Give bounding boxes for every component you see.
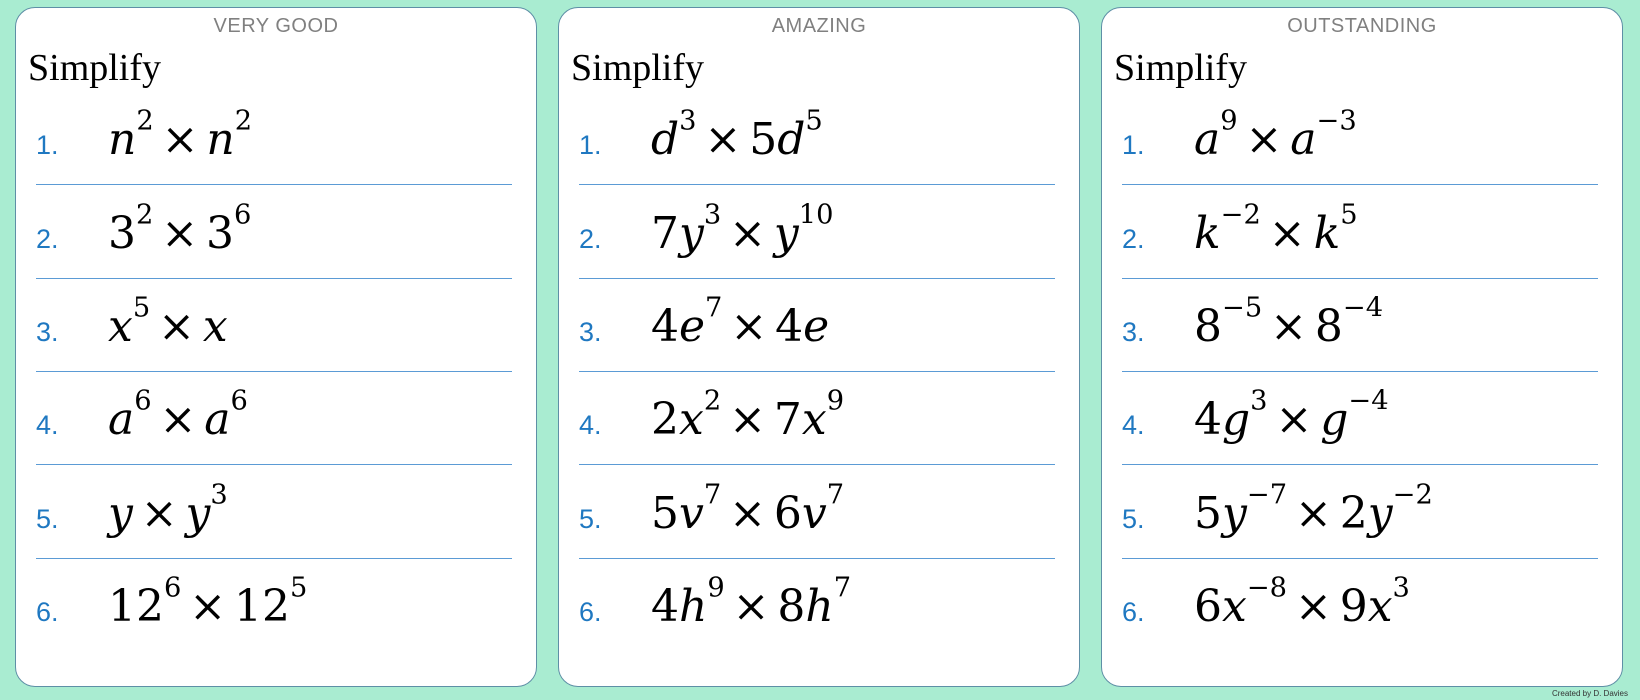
question-expression — [651, 105, 823, 165]
question-row — [36, 572, 512, 645]
term-variable: n — [108, 114, 137, 165]
question-row — [1122, 292, 1598, 365]
question-expression — [1194, 292, 1384, 352]
multiply-sign: × — [161, 114, 199, 165]
term-exponent: 6 — [134, 385, 152, 417]
term-exponent: 10 — [798, 199, 834, 231]
term-coefficient: 4 — [651, 301, 679, 352]
term-coefficient: 4 — [1194, 394, 1222, 445]
multiply-sign: × — [730, 301, 768, 352]
question-divider — [36, 558, 512, 559]
question-divider — [579, 278, 1055, 279]
question-number: 3. — [36, 317, 59, 347]
term-exponent: −8 — [1246, 572, 1288, 604]
question-number: 6. — [1122, 597, 1145, 627]
term-exponent: 2 — [234, 105, 253, 137]
card-level-title: OUTSTANDING — [1287, 15, 1437, 37]
term-variable: a — [1194, 114, 1221, 165]
question-expression — [1194, 385, 1389, 445]
term-exponent: 6 — [230, 385, 248, 417]
multiply-sign: × — [161, 208, 199, 259]
term-coefficient: 4 — [651, 581, 679, 632]
term-exponent: 7 — [705, 292, 723, 324]
term-coefficient: 5 — [651, 488, 679, 539]
term-variable: v — [679, 488, 704, 539]
term-variable: n — [206, 114, 235, 165]
question-divider — [1122, 464, 1598, 465]
term-variable: e — [803, 301, 830, 352]
question-row — [579, 199, 1055, 272]
term-variable: k — [1194, 208, 1221, 259]
term-variable: y — [1367, 488, 1393, 539]
term-exponent: 9 — [707, 572, 725, 604]
question-row — [1122, 385, 1598, 458]
term-exponent: 5 — [1340, 199, 1358, 231]
term-exponent: 3 — [1250, 385, 1268, 417]
term-exponent: 9 — [826, 385, 845, 417]
term-exponent: −4 — [1342, 292, 1384, 324]
term-variable: a — [204, 394, 231, 445]
term-variable: x — [1222, 581, 1247, 632]
term-exponent: 7 — [833, 572, 852, 604]
term-exponent: −4 — [1348, 385, 1389, 417]
term-variable: g — [1320, 394, 1349, 445]
question-divider — [36, 184, 512, 185]
question-row — [1122, 479, 1598, 552]
question-row — [1122, 199, 1598, 272]
question-row — [36, 292, 512, 365]
card-heading: Simplify — [28, 47, 162, 89]
term-exponent: 6 — [234, 199, 252, 231]
term-coefficient: 3 — [206, 208, 235, 259]
question-number: 1. — [36, 130, 59, 160]
multiply-sign: × — [1245, 114, 1283, 165]
term-exponent: −2 — [1392, 479, 1433, 511]
worksheet-card-outstanding — [1101, 7, 1623, 687]
term-coefficient: 7 — [651, 208, 679, 259]
multiply-sign: × — [1268, 208, 1306, 259]
question-row — [1122, 572, 1598, 645]
question-expression — [108, 199, 252, 259]
multiply-sign: × — [732, 581, 770, 632]
term-exponent: 3 — [1392, 572, 1410, 604]
term-coefficient: 9 — [1339, 581, 1368, 632]
term-coefficient: 4 — [775, 301, 804, 352]
term-variable: h — [805, 581, 834, 632]
term-variable: x — [679, 394, 704, 445]
question-expression — [651, 385, 845, 445]
term-variable: y — [679, 208, 704, 259]
term-coefficient: 12 — [108, 581, 164, 632]
term-variable: v — [801, 488, 827, 539]
question-row — [579, 105, 1055, 178]
question-expression — [1194, 572, 1410, 632]
question-row — [36, 385, 512, 458]
question-row — [579, 292, 1055, 365]
term-variable: k — [1313, 208, 1341, 259]
term-variable: y — [108, 488, 133, 539]
question-number: 2. — [579, 224, 602, 254]
question-expression — [651, 199, 834, 259]
term-exponent: 2 — [136, 105, 154, 137]
term-exponent: 7 — [826, 479, 845, 511]
term-variable: y — [773, 208, 799, 259]
question-number: 1. — [579, 130, 602, 160]
term-exponent: −5 — [1222, 292, 1263, 324]
card-level-title: VERY GOOD — [213, 15, 339, 37]
question-divider — [36, 464, 512, 465]
question-divider — [1122, 558, 1598, 559]
term-exponent: 3 — [679, 105, 697, 137]
term-exponent: 5 — [805, 105, 823, 137]
question-row — [36, 105, 512, 178]
question-expression — [651, 572, 852, 632]
card-heading: Simplify — [1114, 47, 1248, 89]
credit-text: Created by D. Davies — [1551, 689, 1628, 698]
multiply-sign: × — [1294, 581, 1332, 632]
term-coefficient: 12 — [234, 581, 291, 632]
term-variable: h — [679, 581, 708, 632]
multiply-sign: × — [1275, 394, 1313, 445]
question-row — [579, 572, 1055, 645]
question-number: 4. — [1122, 410, 1145, 440]
multiply-sign: × — [729, 208, 766, 259]
question-divider — [1122, 278, 1598, 279]
term-coefficient: 7 — [773, 394, 802, 445]
question-number: 1. — [1122, 130, 1145, 160]
question-divider — [36, 278, 512, 279]
term-variable: y — [185, 488, 211, 539]
worksheet-card-amazing — [558, 7, 1080, 687]
term-variable: d — [777, 114, 806, 165]
term-coefficient: 8 — [1194, 301, 1222, 352]
term-variable: x — [1367, 581, 1393, 632]
term-coefficient: 2 — [1339, 488, 1368, 539]
question-divider — [579, 371, 1055, 372]
term-exponent: 3 — [210, 479, 228, 511]
term-coefficient: 8 — [1314, 301, 1343, 352]
question-expression — [108, 105, 253, 165]
question-row — [36, 479, 512, 552]
question-number: 2. — [36, 224, 59, 254]
question-number: 4. — [36, 410, 59, 440]
multiply-sign: × — [159, 394, 197, 445]
question-divider — [579, 464, 1055, 465]
question-number: 6. — [579, 597, 602, 627]
term-exponent: 3 — [703, 199, 722, 231]
term-variable: d — [651, 114, 680, 165]
question-expression — [1194, 199, 1358, 259]
term-exponent: −2 — [1220, 199, 1261, 231]
card-level-title: AMAZING — [771, 15, 867, 37]
question-row — [1122, 105, 1598, 178]
term-variable: x — [108, 301, 133, 352]
multiply-sign: × — [1270, 301, 1307, 352]
term-variable: a — [108, 394, 135, 445]
question-number: 3. — [1122, 317, 1145, 347]
term-exponent: 9 — [1220, 105, 1238, 137]
term-exponent: 2 — [136, 199, 154, 231]
question-row — [36, 199, 512, 272]
term-variable: e — [679, 301, 706, 352]
term-variable: x — [202, 301, 228, 352]
multiply-sign: × — [158, 301, 195, 352]
question-row — [579, 479, 1055, 552]
question-divider — [579, 184, 1055, 185]
term-coefficient: 6 — [773, 488, 802, 539]
multiply-sign: × — [1294, 488, 1332, 539]
question-number: 5. — [579, 504, 602, 534]
question-divider — [579, 558, 1055, 559]
term-coefficient: 6 — [1194, 581, 1222, 632]
multiply-sign: × — [189, 581, 227, 632]
question-number: 5. — [1122, 504, 1145, 534]
term-exponent: −7 — [1246, 479, 1288, 511]
multiply-sign: × — [729, 488, 766, 539]
term-exponent: 6 — [164, 572, 182, 604]
card-heading: Simplify — [571, 47, 705, 89]
question-divider — [1122, 371, 1598, 372]
question-number: 4. — [579, 410, 602, 440]
term-variable: y — [1222, 488, 1247, 539]
question-expression — [1194, 105, 1357, 165]
question-expression — [651, 292, 830, 352]
term-coefficient: 3 — [108, 208, 136, 259]
term-variable: g — [1222, 394, 1251, 445]
question-expression — [108, 292, 228, 352]
question-expression — [108, 385, 248, 445]
term-coefficient: 2 — [651, 394, 679, 445]
question-row — [579, 385, 1055, 458]
question-expression — [1194, 479, 1433, 539]
term-exponent: 5 — [290, 572, 308, 604]
multiply-sign: × — [729, 394, 766, 445]
multiply-sign: × — [140, 488, 178, 539]
term-coefficient: 5 — [1194, 488, 1222, 539]
question-number: 5. — [36, 504, 59, 534]
question-number: 3. — [579, 317, 602, 347]
term-exponent: 2 — [703, 385, 722, 417]
term-variable: a — [1290, 114, 1317, 165]
question-expression — [651, 479, 845, 539]
question-divider — [1122, 184, 1598, 185]
question-expression — [108, 572, 308, 632]
question-number: 6. — [36, 597, 59, 627]
term-exponent: 5 — [132, 292, 151, 324]
term-coefficient: 5 — [749, 114, 778, 165]
term-coefficient: 8 — [777, 581, 806, 632]
question-divider — [36, 371, 512, 372]
multiply-sign: × — [704, 114, 742, 165]
question-number: 2. — [1122, 224, 1145, 254]
question-expression — [108, 479, 228, 539]
term-variable: x — [801, 394, 827, 445]
term-exponent: 7 — [703, 479, 722, 511]
term-exponent: −3 — [1316, 105, 1357, 137]
worksheet-card-very-good — [15, 7, 537, 687]
